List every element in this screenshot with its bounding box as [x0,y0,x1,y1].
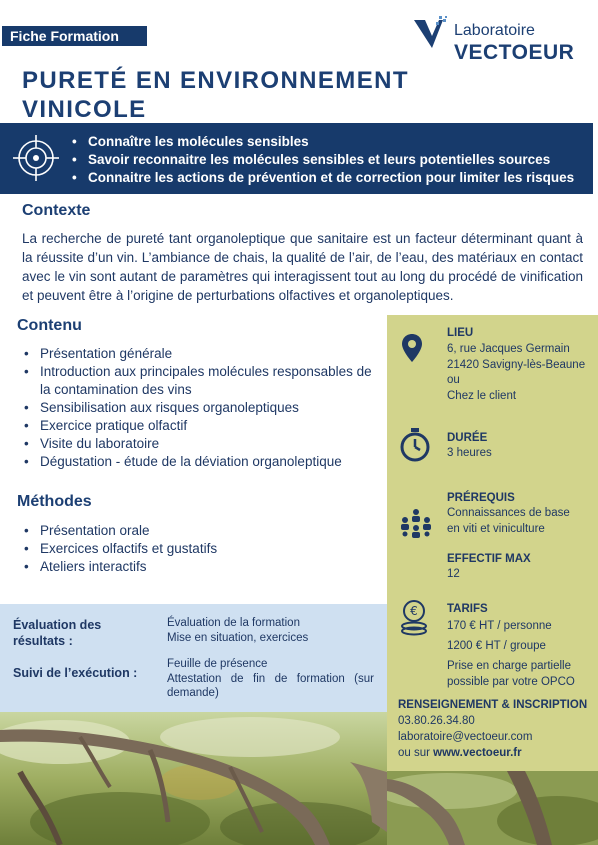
lieu-line: Chez le client [447,389,517,402]
lieu-label: LIEU [447,327,474,339]
website-link[interactable]: www.vectoeur.fr [433,747,522,759]
duree-label: DURÉE [447,432,488,444]
evaluation-line: Évaluation de la formation [167,617,300,629]
tarif-line: 1200 € HT / groupe [447,640,546,652]
methodes-list [24,522,364,576]
fiche-formation-tag: Fiche Formation [2,26,147,46]
objective-item: • Connaitre les actions de prévention et de correction pour limiter les risques [72,169,574,187]
contact-email[interactable]: laboratoire@vectoeur.com [398,731,533,743]
contexte-text: La recherche de pureté tant organoleptique que sanitaire est un facteur déterminant quant à la réussite d’un vin. L’ambiance de chais, la qualité de l’air, de l’eau, des matériaux en contact avec le vin sont autant de paramètres qui interagissent tout au long du procédé de vinification et peuvent être à l’origine de perturbations olfactives et organoleptiques. [22,231,583,303]
evaluation-label-line: résultats : [13,634,73,648]
location-pin-icon [401,333,423,363]
group-people-icon [399,508,433,540]
title-line1: PURETÉ EN ENVIRONNEMENT [22,67,409,94]
list-item: • Visite du laboratoire [24,435,384,453]
vine-trunk-image [387,771,598,845]
contact-block [398,713,532,761]
objectives-banner [0,123,593,194]
coins-euro-icon [399,600,429,636]
suivi-value [167,657,374,701]
vectoeur-v-icon [412,16,452,50]
duree-value: 3 heures [447,447,492,459]
page-title [22,66,442,124]
list-item: • Introduction aux principales molécules responsables de la contamination des vins [24,363,384,399]
objective-item: • Savoir reconnaitre les molécules sensibles et leurs potentielles sources [72,151,574,169]
web-prefix: ou sur [398,747,434,759]
tarif-line: possible par votre OPCO [447,676,575,688]
tarifs-value [447,618,595,690]
contenu-heading: Contenu [17,317,82,334]
vineyard-photo [0,712,387,845]
effectif-value: 12 [447,568,460,580]
list-item: • Ateliers interactifs [24,558,364,576]
tarifs-label: TARIFS [447,603,488,615]
contenu-list [24,345,384,471]
evaluation-label-line: Évaluation des [13,618,102,632]
objective-item: • Connaître les molécules sensibles [72,133,574,151]
list-item: • Présentation générale [24,345,384,363]
suivi-label: Suivi de l’exécution : [13,666,138,680]
contact-heading: RENSEIGNEMENT & INSCRIPTION [398,699,588,711]
evaluation-line: Mise en situation, exercices [167,631,309,644]
prerequis-line: en viti et viniculture [447,522,545,535]
svg-text:€: € [410,604,418,618]
suivi-line: Attestation de fin de formation (sur demande) [167,672,374,699]
lieu-line: ou [447,374,460,386]
effectif-label: EFFECTIF MAX [447,553,531,565]
stopwatch-icon [399,428,431,462]
contact-web-line [398,745,532,761]
evaluation-box [0,604,387,712]
title-line2: VINICOLE [22,96,147,123]
tarif-line: Prise en charge partielle [447,660,572,672]
tarif-line: 170 € HT / personne [447,620,552,632]
logo-line2: VECTOEUR [454,41,575,64]
vineyard-photo-right [387,771,598,845]
prerequis-line: Connaissances de base [447,507,570,519]
lieu-line: 21420 Savigny-lès-Beaune [447,358,586,371]
prerequis-value [447,506,595,537]
list-item: • Dégustation - étude de la déviation organoleptique [24,453,384,471]
evaluation-label [13,617,101,649]
contact-phone[interactable]: 03.80.26.34.80 [398,715,475,727]
methodes-heading: Méthodes [17,493,92,510]
list-item: • Présentation orale [24,522,364,540]
lieu-value [447,342,595,404]
evaluation-value [167,616,374,645]
suivi-line: Feuille de présence [167,658,268,670]
contexte-heading: Contexte [22,202,91,219]
target-icon [13,135,59,181]
list-item: • Exercice pratique olfactif [24,417,384,435]
laboratoire-vectoeur-logo [412,8,592,64]
list-item: • Exercices olfactifs et gustatifs [24,540,364,558]
info-sidebar [387,315,598,771]
prerequis-label: PRÉREQUIS [447,492,515,504]
lieu-line: 6, rue Jacques Germain [447,343,570,355]
logo-line1: Laboratoire [454,22,535,39]
vine-branch-image [0,712,387,845]
list-item: • Sensibilisation aux risques organoleptiques [24,399,384,417]
